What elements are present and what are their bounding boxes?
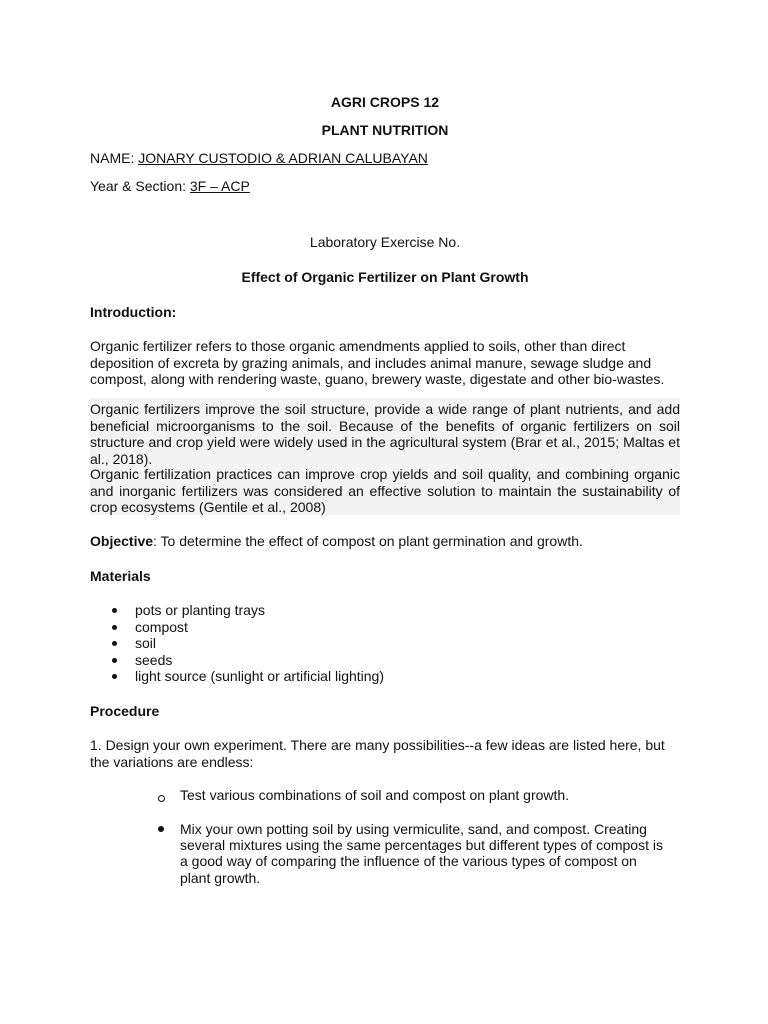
name-line — [90, 150, 680, 167]
name-label: NAME: — [90, 150, 139, 166]
objective-label: Objective — [90, 533, 154, 549]
bullet-icon — [112, 608, 117, 613]
list-item: light source (sunlight or artificial lighting) — [90, 668, 680, 685]
list-item: seeds — [90, 652, 680, 669]
hollow-bullet-icon — [158, 795, 165, 802]
course-title: AGRI CROPS 12 — [330, 94, 440, 110]
bullet-icon — [112, 641, 117, 646]
bullet-icon — [112, 625, 117, 630]
procedure-heading: Procedure — [90, 703, 160, 719]
materials-heading: Materials — [90, 568, 151, 584]
section-line — [90, 178, 680, 195]
list-item: compost — [90, 619, 680, 636]
exercise-title: Effect of Organic Fertilizer on Plant Growth — [241, 269, 529, 285]
intro-paragraph-2: Organic fertilizers improve the soil structure, provide a wide range of plant nutrients, and add beneficial microorganisms to the soil. Because of the benefits of organic fertilizers on soil structure and crop yield were widely used in the agricultural system (Brar et al., 2015; Maltas et al., 2018). — [90, 401, 680, 467]
objective-line — [90, 533, 680, 550]
intro-paragraph-3: Organic fertilization practices can improve crop yields and soil quality, and combining organic and inorganic fertilizers was considered an effective solution to maintain the sustainability of crop ecosystems (Gentile et al., 2008) — [90, 466, 680, 515]
materials-list — [90, 602, 680, 685]
intro-paragraph-1: Organic fertilizer refers to those organic amendments applied to soils, other than direct deposition of excreta by grazing animals, and includes animal manure, sewage sludge and compost, along with rendering waste, guano, brewery waste, digestate and other bio-wastes. — [90, 338, 665, 387]
introduction-heading: Introduction: — [90, 304, 177, 320]
list-item: soil — [90, 635, 680, 652]
section-value: 3F – ACP — [189, 178, 250, 194]
bullet-icon — [112, 674, 117, 679]
bullet-icon — [158, 826, 164, 832]
list-item: pots or planting trays — [90, 602, 680, 619]
idea-item-2: Mix your own potting soil by using vermiculite, sand, and compost. Creating several mixtures using the same percentages but different types of compost is a good way of comparing the influence of the various types of compost on plant growth. — [180, 821, 663, 886]
name-value: JONARY CUSTODIO & ADRIAN CALUBAYAN — [138, 150, 428, 166]
objective-text: : To determine the effect of compost on plant germination and growth. — [153, 533, 583, 549]
subject-title: PLANT NUTRITION — [321, 122, 449, 138]
idea-item-1: Test various combinations of soil and compost on plant growth. — [180, 787, 570, 803]
exercise-label: Laboratory Exercise No. — [309, 234, 461, 250]
bullet-icon — [112, 658, 117, 663]
procedure-step-1: 1. Design your own experiment. There are many possibilities--a few ideas are listed here, but the variations are endless: — [90, 737, 665, 770]
section-label: Year & Section: — [90, 178, 190, 194]
